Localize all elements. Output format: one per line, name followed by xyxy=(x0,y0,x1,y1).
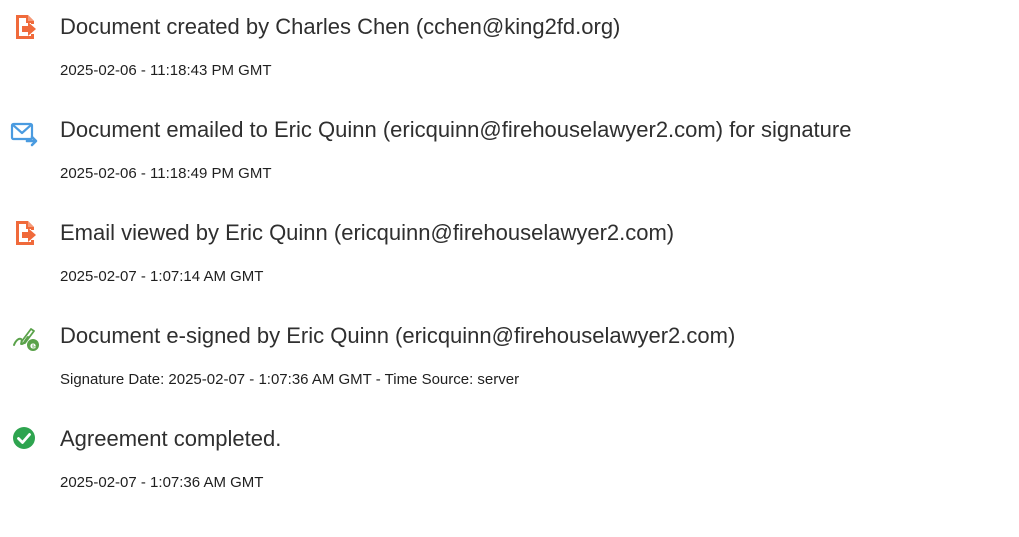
audit-event-completed xyxy=(0,420,1019,510)
document-created-icon xyxy=(10,12,40,42)
event-title: Document created by Charles Chen (cchen@king2fd.org) xyxy=(60,14,621,39)
svg-text:e: e xyxy=(29,341,37,352)
e-sign-icon xyxy=(10,323,40,353)
event-timestamp: Signature Date: 2025-02-07 - 1:07:36 AM GMT - Time Source: server xyxy=(60,371,520,388)
event-title: Email viewed by Eric Quinn (ericquinn@firehouselawyer2.com) xyxy=(60,220,675,245)
check-circle-icon xyxy=(10,424,40,454)
event-timestamp: 2025-02-06 - 11:18:49 PM GMT xyxy=(60,165,272,182)
audit-event-created xyxy=(0,8,1019,98)
document-viewed-icon xyxy=(10,218,40,248)
audit-event-signed xyxy=(0,317,1019,407)
audit-event-emailed xyxy=(0,111,1019,201)
event-title: Document emailed to Eric Quinn (ericquinn@firehouselawyer2.com) for signature xyxy=(60,117,852,142)
event-title: Agreement completed. xyxy=(60,426,282,451)
event-timestamp: 2025-02-06 - 11:18:43 PM GMT xyxy=(60,62,272,79)
email-sent-icon xyxy=(10,119,40,149)
audit-event-viewed xyxy=(0,214,1019,304)
event-timestamp: 2025-02-07 - 1:07:36 AM GMT xyxy=(60,474,264,491)
event-title: Document e-signed by Eric Quinn (ericquinn@firehouselawyer2.com) xyxy=(60,323,736,348)
event-timestamp: 2025-02-07 - 1:07:14 AM GMT xyxy=(60,268,264,285)
